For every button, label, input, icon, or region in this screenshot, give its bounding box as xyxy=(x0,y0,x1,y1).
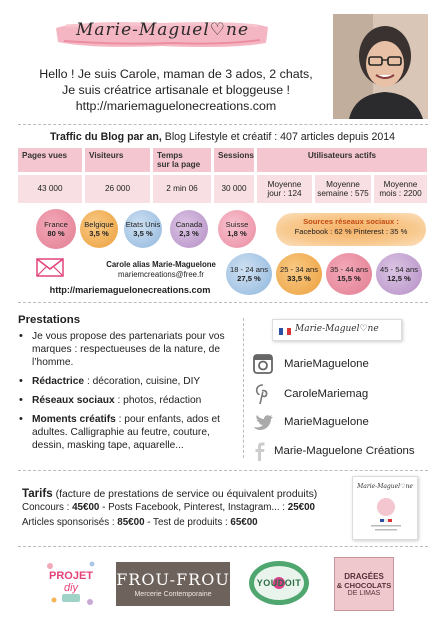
divider xyxy=(18,546,428,547)
table-header-sessions: Sessions xyxy=(214,148,254,172)
pinterest-icon xyxy=(252,383,274,405)
traffic-title-rest: Blog Lifestyle et créatif : 407 articles depuis 2014 xyxy=(161,131,396,143)
social-pinterest[interactable] xyxy=(252,383,368,405)
social-twitter[interactable] xyxy=(252,411,369,433)
instagram-handle: MarieMaguelone xyxy=(284,358,369,370)
brand-title: Marie-Maguel♡ne xyxy=(75,20,250,40)
frou-frou-label: FROU-FROU xyxy=(116,570,230,589)
table-cell-sessions: 30 000 xyxy=(214,175,254,203)
flyer-title: Marie-Maguel♡ne xyxy=(357,483,413,490)
pinterest-handle: CaroleMariemag xyxy=(284,388,369,400)
logo-youdoit[interactable] xyxy=(246,556,312,610)
name-card xyxy=(272,319,402,341)
table-header-active-users: Utilisateurs actifs xyxy=(257,148,427,172)
contact-name: Carole alias Marie-Maguelone xyxy=(106,260,216,269)
tarifs-title: Tarifs xyxy=(22,487,53,500)
age-blob-35-44: 35 - 44 ans 15,5 % xyxy=(326,253,372,295)
list-item: • Rédactrice : décoration, cuisine, DIY xyxy=(18,375,240,388)
tarifs-line-2: Articles sponsorisés : 85€00 - Test de produits : 65€00 xyxy=(22,517,258,528)
age-blob-18-24: 18 - 24 ans 27,5 % xyxy=(226,253,272,295)
table-cell-active-day: Moyenne jour : 124 xyxy=(257,175,312,203)
facebook-icon xyxy=(248,440,270,462)
website-link[interactable]: http://mariemaguelonecreations.com xyxy=(49,285,211,295)
flyer-art xyxy=(367,495,405,535)
logo-dragees-chocolats[interactable] xyxy=(334,557,394,611)
social-sources-badge xyxy=(276,213,426,246)
diy-label: diy xyxy=(63,582,79,594)
prestations-list xyxy=(18,330,240,458)
frou-frou-sub: Mercerie Contemporaine xyxy=(134,591,212,598)
dragees-line-3: DE LIMAS xyxy=(347,589,381,597)
list-item: • Réseaux sociaux : photos, rédaction xyxy=(18,394,240,407)
prestations-title: Prestations xyxy=(18,314,81,326)
table-header-time: Temps sur la page xyxy=(153,148,211,172)
country-blob-france: France 80 % xyxy=(36,209,76,249)
flyer-thumbnail xyxy=(352,476,418,540)
table-header-visitors: Visiteurs xyxy=(85,148,150,172)
country-blob-belgique: Belgique 3,5 % xyxy=(80,210,118,248)
list-item: • Je vous propose des partenariats pour vos marques : respectueuses de la nature, de l’homme. xyxy=(18,330,240,369)
country-blob-suisse: Suisse 1,8 % xyxy=(218,210,256,248)
logo-projet-diy[interactable] xyxy=(42,556,100,610)
traffic-title xyxy=(0,131,445,143)
sources-text: Facebook : 62 % Pinterest : 35 % xyxy=(294,227,408,236)
tarifs-subtitle: (facture de prestations de service ou équivalent produits) xyxy=(52,489,318,500)
age-blob-45-54: 45 - 54 ans 12,5 % xyxy=(376,253,422,295)
vertical-divider xyxy=(243,318,244,458)
divider xyxy=(18,470,428,471)
age-blob-25-34: 25 - 34 ans 33,5 % xyxy=(276,253,322,295)
intro-line-2: Je suis créatrice artisanale et bloggeuse ! xyxy=(62,83,290,97)
list-item: • Moments créatifs : pour enfants, ados et adultes. Calligraphie au feutre, couture, dessin, masking tape, aquarelle... xyxy=(18,413,240,452)
traffic-title-bold: Traffic du Blog par an, xyxy=(49,131,162,143)
intro-link[interactable]: http://mariemaguelonecreations.com xyxy=(75,99,277,113)
youdoit-label: YOUDOIT xyxy=(256,578,302,588)
divider xyxy=(18,302,428,303)
twitter-bird-icon xyxy=(252,411,274,433)
country-blob-etats-unis: Etats Unis 3,5 % xyxy=(124,210,162,248)
country-blob-canada: Canada 2,3 % xyxy=(170,210,208,248)
sources-title: Sources réseaux sociaux : xyxy=(303,217,399,226)
facebook-handle: Marie-Maguelone Créations xyxy=(274,445,415,457)
name-card-title: Marie-Maguel♡ne xyxy=(295,324,379,334)
table-header-pages: Pages vues xyxy=(18,148,82,172)
contact-email[interactable]: mariemcreations@free.fr xyxy=(118,270,204,279)
profile-photo xyxy=(333,14,428,119)
projet-label: PROJET xyxy=(48,570,93,582)
table-cell-visitors: 26 000 xyxy=(85,175,150,203)
tarifs-heading xyxy=(22,487,317,500)
intro-text xyxy=(28,66,324,114)
table-cell-time: 2 min 06 xyxy=(153,175,211,203)
table-cell-pages: 43 000 xyxy=(18,175,82,203)
table-cell-active-week: Moyenne semaine : 575 xyxy=(315,175,371,203)
divider xyxy=(18,124,428,125)
social-facebook[interactable] xyxy=(248,440,415,462)
instagram-icon xyxy=(252,353,274,375)
french-flag-icon xyxy=(279,328,291,335)
logo-frou-frou[interactable] xyxy=(116,562,230,606)
dragees-line-2: & CHOCOLATS xyxy=(336,580,392,590)
dragees-line-1: DRAGÉES xyxy=(344,571,384,581)
intro-line-1: Hello ! Je suis Carole, maman de 3 ados, 2 chats, xyxy=(39,67,313,81)
envelope-icon[interactable] xyxy=(36,258,64,277)
social-instagram[interactable] xyxy=(252,353,369,375)
table-cell-active-month: Moyenne mois : 2200 xyxy=(374,175,427,203)
tarifs-line-1: Concours : 45€00 - Posts Facebook, Pinterest, Instagram... : 25€00 xyxy=(22,502,316,513)
twitter-handle: MarieMaguelone xyxy=(284,416,369,428)
